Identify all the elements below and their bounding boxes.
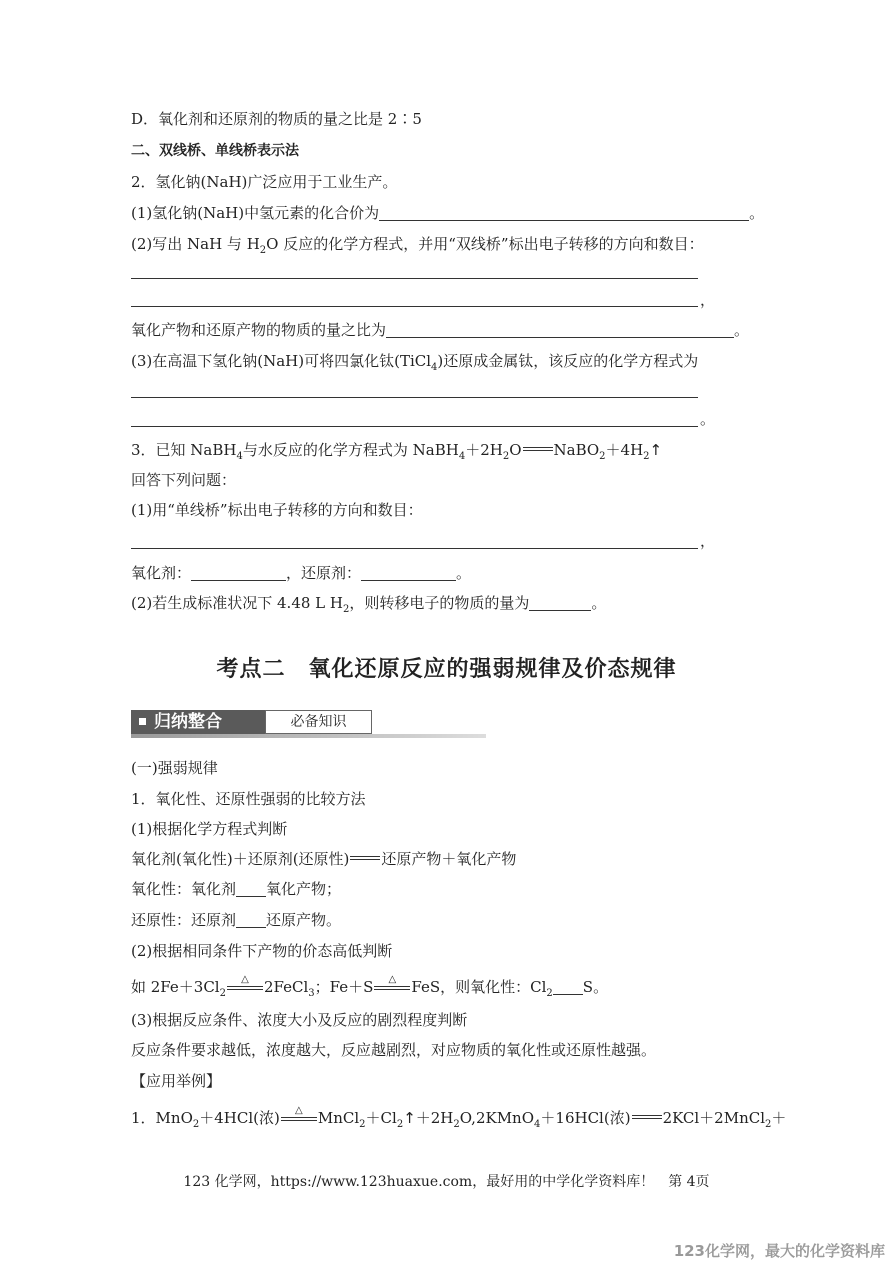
square-icon xyxy=(139,718,146,725)
section-title: 二、双线桥、单线桥表示法 xyxy=(131,143,299,159)
q3-prompt: 回答下列问题： xyxy=(131,471,237,489)
rules-title: (一)强弱规律 xyxy=(131,759,218,777)
answer-blank[interactable] xyxy=(553,978,583,995)
method-2: (2)根据相同条件下产物的价态高低判断 xyxy=(131,942,393,960)
reductant-blank[interactable] xyxy=(361,564,456,581)
watermark: 123化学网，最大的化学资料库 xyxy=(673,1242,885,1260)
reduction-compare: 还原性：还原剂 还原产物。 xyxy=(131,911,342,929)
oxidant-blank[interactable] xyxy=(191,564,286,581)
method-1-equation: 氧化剂(氧化性)＋还原剂(还原性) 还原产物＋氧化产物 xyxy=(131,850,517,868)
arrow-up-icon: ↑ xyxy=(403,1109,416,1127)
method-3: (3)根据反应条件、浓度大小及反应的剧烈程度判断 xyxy=(131,1011,468,1029)
answer-blank[interactable] xyxy=(386,321,734,338)
answer-blank[interactable] xyxy=(529,594,591,611)
oxidation-compare: 氧化性：氧化剂 氧化产物； xyxy=(131,880,342,898)
q2-part3: (3)在高温下氢化钠(NaH)可将四氯化钛(TiCl$_4$)还原成金属钛，该反应的化学方程式为 xyxy=(131,352,699,373)
answer-line[interactable] xyxy=(131,306,698,307)
answer-blank[interactable] xyxy=(236,880,266,897)
q3-stem: 3．已知 NaBH$_4$与水反应的化学方程式为 $NaBH_4+2H_2O$ $NaBO_2+4H_2↑$ xyxy=(131,441,663,462)
method-3-desc: 反应条件要求越低，浓度越大，反应越剧烈，对应物质的氧化性或还原性越强。 xyxy=(131,1041,657,1059)
q2-part2: (2)写出 NaH 与 $H_2O$ 反应的化学方程式，并用“双线桥”标出电子转移的方向和数目： xyxy=(131,235,704,256)
apply-example-1: 1．MnO$_2$＋4HCl(浓) △ $MnCl_2+Cl_2↑+2H_2O,2KMnO_4+16HCl$(浓) 2KCl＋2MnCl$_2$＋ xyxy=(131,1105,787,1130)
q2-part1: (1)氢化钠(NaH)中氢元素的化合价为 。 xyxy=(131,204,765,222)
option-d: D．氧化剂和还原剂的物质的量之比是 2∶5 xyxy=(131,110,422,128)
method-2-example: 如 $2Fe+3Cl_2$ △ 2FeCl$_3$；Fe＋S △ FeS，则氧化性：$Cl_2$ S。 xyxy=(131,974,609,999)
q2-stem: 2．氢化钠(NaH)广泛应用于工业生产。 xyxy=(131,173,398,191)
rules-item1: 1．氧化性、还原性强弱的比较方法 xyxy=(131,790,366,808)
section-banner xyxy=(131,710,486,736)
q3-part2: (2)若生成标准状况下 4.48 L $H_2$，则转移电子的物质的量为 。 xyxy=(131,594,607,615)
method-1: (1)根据化学方程式判断 xyxy=(131,820,288,838)
apply-title: 【应用举例】 xyxy=(131,1072,222,1090)
page-footer: 123 化学网，https://www.123huaxue.com，最好用的中学化学资料库！ 第 4页 xyxy=(183,1174,710,1190)
answer-blank[interactable] xyxy=(379,204,749,221)
section-heading: 考点二 氧化还原反应的强弱规律及价态规律 xyxy=(216,657,677,682)
answer-line[interactable] xyxy=(131,278,698,279)
q2-ratio: 氧化产物和还原产物的物质的量之比为 。 xyxy=(131,321,750,339)
answer-blank[interactable] xyxy=(236,911,266,928)
answer-line[interactable] xyxy=(131,548,698,549)
q3-part1: (1)用“单线桥”标出电子转移的方向和数目： xyxy=(131,501,423,519)
answer-line[interactable] xyxy=(131,397,698,398)
q3-agents: 氧化剂： ，还原剂： 。 xyxy=(131,564,472,582)
arrow-up-icon: ↑ xyxy=(649,441,663,459)
banner-dark: 归纳整合 xyxy=(131,710,265,734)
answer-line[interactable] xyxy=(131,426,698,427)
banner-light: 必备知识 xyxy=(265,710,372,734)
